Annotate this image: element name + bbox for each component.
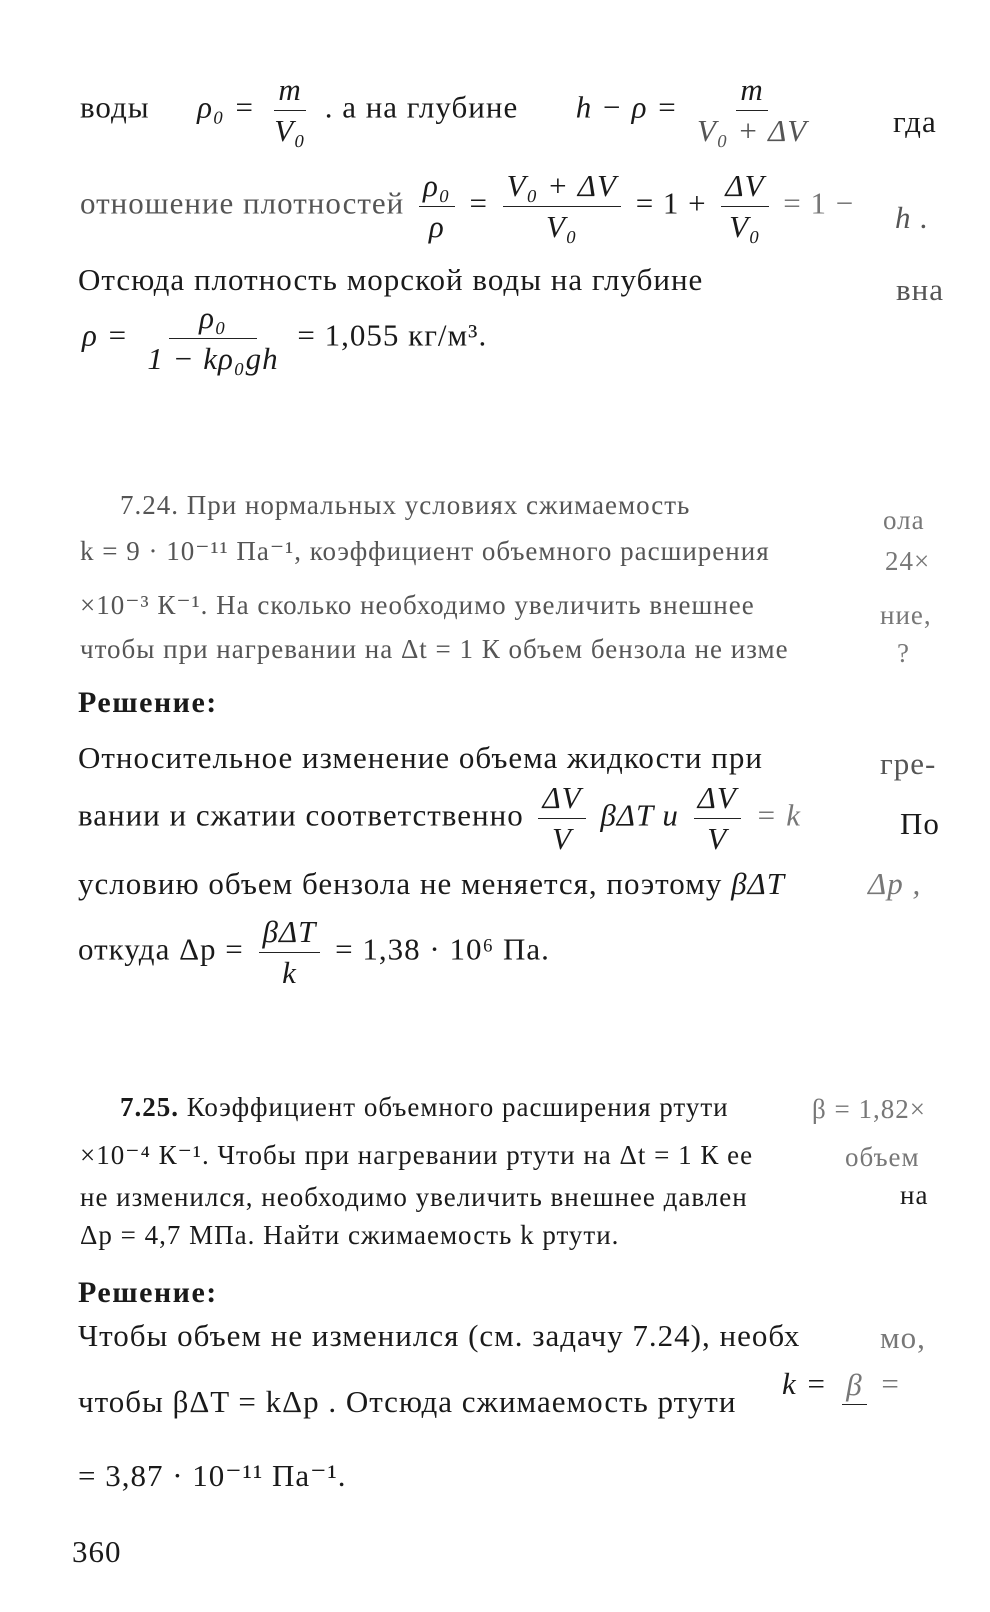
text-line-2: отношение плотностей $\frac{\text{ρ₀}}{\rho}$ = $\frac{\text{V₀ + ΔV}}{\text{V₀}}$ = 1 + $\frac{\Delta V}{\text{V₀}}$ = 1 −	[80, 168, 855, 244]
solution-heading-7-25: Решение:	[78, 1276, 218, 1309]
problem-number: 7.25.	[120, 1092, 179, 1122]
formula-rho0: ρ₀ =	[197, 89, 256, 125]
fraction-beta-over-dp: β	[842, 1367, 866, 1408]
problem-7-24-line-4: чтобы при нагревании на Δt = 1 К объем бензола не изме	[80, 634, 789, 664]
fraction-density: $\frac{\text{ρ₀}}{\text{1 − kρ₀gh}}$	[147, 300, 279, 376]
solution-7-25-line-2: чтобы βΔT = kΔp . Отсюда сжимаемость ртути	[78, 1384, 737, 1419]
problem-7-25-line-3: не изменился, необходимо увеличить внешнее давлен	[80, 1182, 748, 1212]
fraction-dv-v0: $\frac{\Delta V}{\text{V₀}}$	[721, 168, 768, 244]
text-line-1-end: гда	[893, 104, 937, 139]
problem-7-25-line-1: 7.25. Коэффициент объемного расширения ртути	[120, 1092, 729, 1122]
solution-heading-7-24: Решение:	[78, 686, 218, 719]
formula-rho: h − ρ =	[575, 89, 679, 125]
problem-7-24-line-2: k = 9 · 10⁻¹¹ Па⁻¹, коэффициент объемного расширения	[80, 536, 770, 566]
text-line-2-end: h .	[895, 200, 929, 235]
text-line-4: ρ = $\frac{\text{ρ₀}}{\text{1 − kρ₀gh}}$ = 1,055 кг/м³.	[82, 300, 488, 376]
solution-7-25-line-2-fraction: k = β =	[782, 1366, 900, 1407]
problem-7-24-line-1-end: ола	[883, 505, 925, 535]
problem-number: 7.24.	[120, 490, 179, 520]
fraction-dv-v-heating: $\frac{\Delta V}{V}$	[538, 780, 585, 856]
solution-7-25-line-1: Чтобы объем не изменился (см. задачу 7.24), необх	[78, 1318, 801, 1353]
solution-7-24-line-2: вании и сжатии соответственно $\frac{\Delta V}{V}$ βΔT и $\frac{\Delta V}{V}$ = k	[78, 780, 801, 856]
fraction-m-v0-dv: $\frac{m}{\text{V₀ + ΔV}}$	[696, 72, 808, 148]
problem-7-24-line-2-end: 24×	[885, 546, 931, 576]
problem-7-25-line-3-end: на	[900, 1180, 929, 1210]
problem-7-25-line-2: ×10⁻⁴ К⁻¹. Чтобы при нагревании ртути на Δt = 1 К ее	[80, 1140, 754, 1170]
text-line-3: Отсюда плотность морской воды на глубине	[78, 262, 704, 297]
problem-7-25-line-1-end: β = 1,82×	[812, 1094, 926, 1124]
problem-7-24-line-1: 7.24. При нормальных условиях сжимаемость	[120, 490, 691, 520]
problem-7-24-line-4-end: ?	[897, 638, 910, 668]
solution-7-25-line-3: = 3,87 · 10⁻¹¹ Па⁻¹.	[78, 1458, 347, 1493]
text-line-1	[80, 72, 817, 148]
solution-7-25-line-1-end: мо,	[880, 1320, 926, 1355]
fraction-rho0-rho: $\frac{\text{ρ₀}}{\rho}$	[419, 168, 455, 244]
page-number: 360	[72, 1534, 122, 1569]
solution-7-24-line-3-end: Δp ,	[868, 866, 922, 901]
fraction-m-v0: $\frac{m}{\text{V₀}}$	[274, 72, 306, 148]
solution-7-24-line-3: условию объем бензола не меняется, поэтому βΔT	[78, 866, 785, 901]
text-line-3-end: вна	[896, 272, 944, 307]
problem-7-24-line-3-end: ние,	[880, 600, 932, 630]
problem-7-25-line-2-end: объем	[845, 1142, 920, 1172]
fraction-dv-v-compression: $\frac{\Delta V}{V}$	[694, 780, 741, 856]
word: воды	[80, 89, 150, 125]
problem-7-25-line-4: Δp = 4,7 МПа. Найти сжимаемость k ртути.	[80, 1220, 620, 1250]
solution-7-24-line-2-end: По	[900, 806, 940, 841]
text-fragment: . а на глубине	[324, 89, 519, 125]
solution-7-24-line-4: откуда Δp = $\frac{\text{βΔT}}{k}$ = 1,38 · 10⁶ Па.	[78, 914, 550, 990]
problem-7-24-line-3: ×10⁻³ К⁻¹. На сколько необходимо увеличить внешнее	[80, 590, 755, 620]
solution-7-24-line-1: Относительное изменение объема жидкости при	[78, 740, 763, 775]
fraction-beta-dt-k: $\frac{\text{βΔT}}{k}$	[259, 914, 321, 990]
fraction-v0dv-v0: $\frac{\text{V₀ + ΔV}}{\text{V₀}}$	[503, 168, 621, 244]
solution-7-24-line-1-end: гре-	[880, 746, 937, 781]
